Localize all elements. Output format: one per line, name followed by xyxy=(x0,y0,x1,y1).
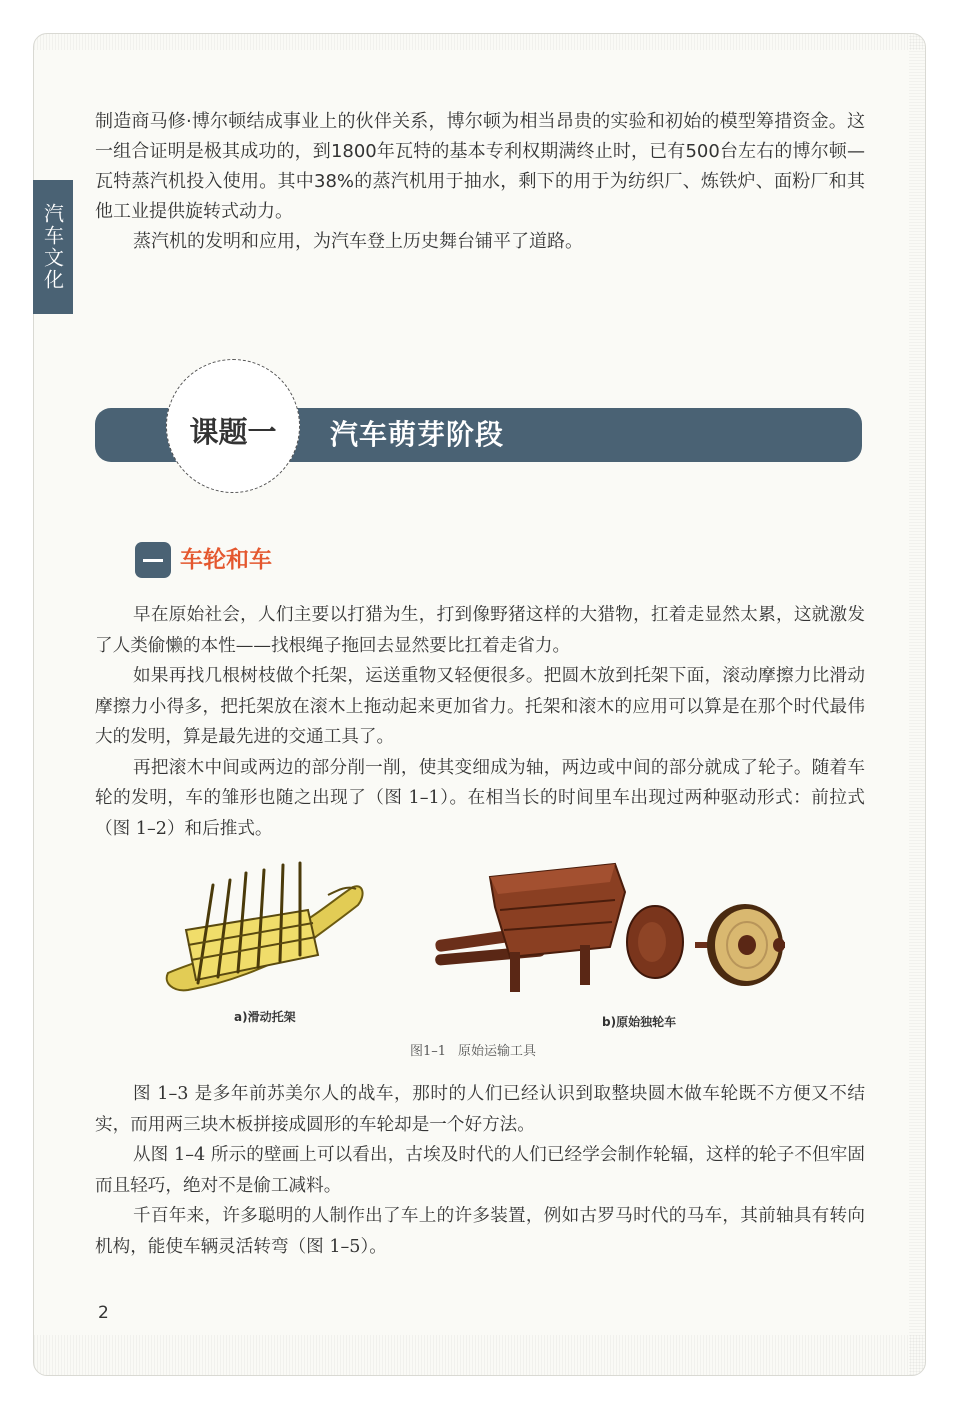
section-title: 车轮和车 xyxy=(180,547,272,573)
body-paragraph: 如果再找几根树枝做个托架，运送重物又轻便很多。把圆木放到托架下面，滚动摩擦力比滑动摩擦力小得多，把托架放在滚木上拖动起来更加省力。托架和滚木的应用可以算是在那个时代最伟大的发明，算是最先进的交通工具了。 xyxy=(95,666,865,747)
body-text-bottom xyxy=(95,1079,865,1262)
figure-caption-b: b)原始独轮车 xyxy=(602,1015,677,1029)
intro-text xyxy=(95,107,865,257)
body-paragraph: 再把滚木中间或两边的部分削一削，使其变细成为轴，两边或中间的部分就成了轮子。随着车轮的发明，车的雏形也随之出现了（图 1–1）。在相当长的时间里车出现过两种驱动形式：前拉式（图 1–2）和后推式。 xyxy=(95,757,865,839)
wooden-wheel-illustration xyxy=(695,900,795,990)
intro-paragraph: 蒸汽机的发明和应用，为汽车登上历史舞台铺平了道路。 xyxy=(133,231,583,252)
figure-title-text: 原始运输工具 xyxy=(458,1044,537,1059)
figure-number: 图1–1 xyxy=(410,1044,447,1059)
body-paragraph: 千百年来，许多聪明的人制作出了车上的许多装置，例如古罗马时代的马车，其前轴具有转向机构，能使车辆灵活转弯（图 1–5）。 xyxy=(95,1206,865,1257)
section-number-icon xyxy=(135,542,171,578)
topic-label: 课题一 xyxy=(189,415,277,449)
wheelbarrow-illustration xyxy=(430,852,690,997)
body-paragraph: 早在原始社会，人们主要以打猎为生，打到像野猪这样的大猎物，扛着走显然太累，这就激发了人类偷懒的本性——找根绳子拖回去显然要比扛着走省力。 xyxy=(95,605,865,656)
chapter-side-tab xyxy=(33,180,73,314)
sliding-sled-illustration xyxy=(158,855,368,1000)
page-number: 2 xyxy=(98,1303,109,1323)
chapter-side-tab-label: 汽车文化 xyxy=(40,203,65,291)
intro-paragraph: 制造商马修·博尔顿结成事业上的伙伴关系，博尔顿为相当昂贵的实验和初始的模型筹措资金。这一组合证明是极其成功的，到1800年瓦特的基本专利权期满终止时，已有500台左右的博尔顿—瓦特蒸汽机投入使用。其中38%的蒸汽机用于抽水，剩下的用于为纺织厂、炼铁炉、面粉厂和其他工业提供旋转式动力。 xyxy=(95,111,865,222)
figure-title xyxy=(410,1040,536,1059)
body-paragraph: 从图 1–4 所示的壁画上可以看出，古埃及时代的人们已经学会制作轮辐，这样的轮子不但牢固而且轻巧，绝对不是偷工减料。 xyxy=(95,1145,865,1196)
body-paragraph: 图 1–3 是多年前苏美尔人的战车，那时的人们已经认识到取整块圆木做车轮既不方便又不结实，而用两三块木板拼接成圆形的车轮却是一个好方法。 xyxy=(95,1084,865,1135)
body-text-top xyxy=(95,600,865,844)
topic-title: 汽车萌芽阶段 xyxy=(330,418,505,451)
figure-caption-a: a)滑动托架 xyxy=(234,1010,296,1024)
